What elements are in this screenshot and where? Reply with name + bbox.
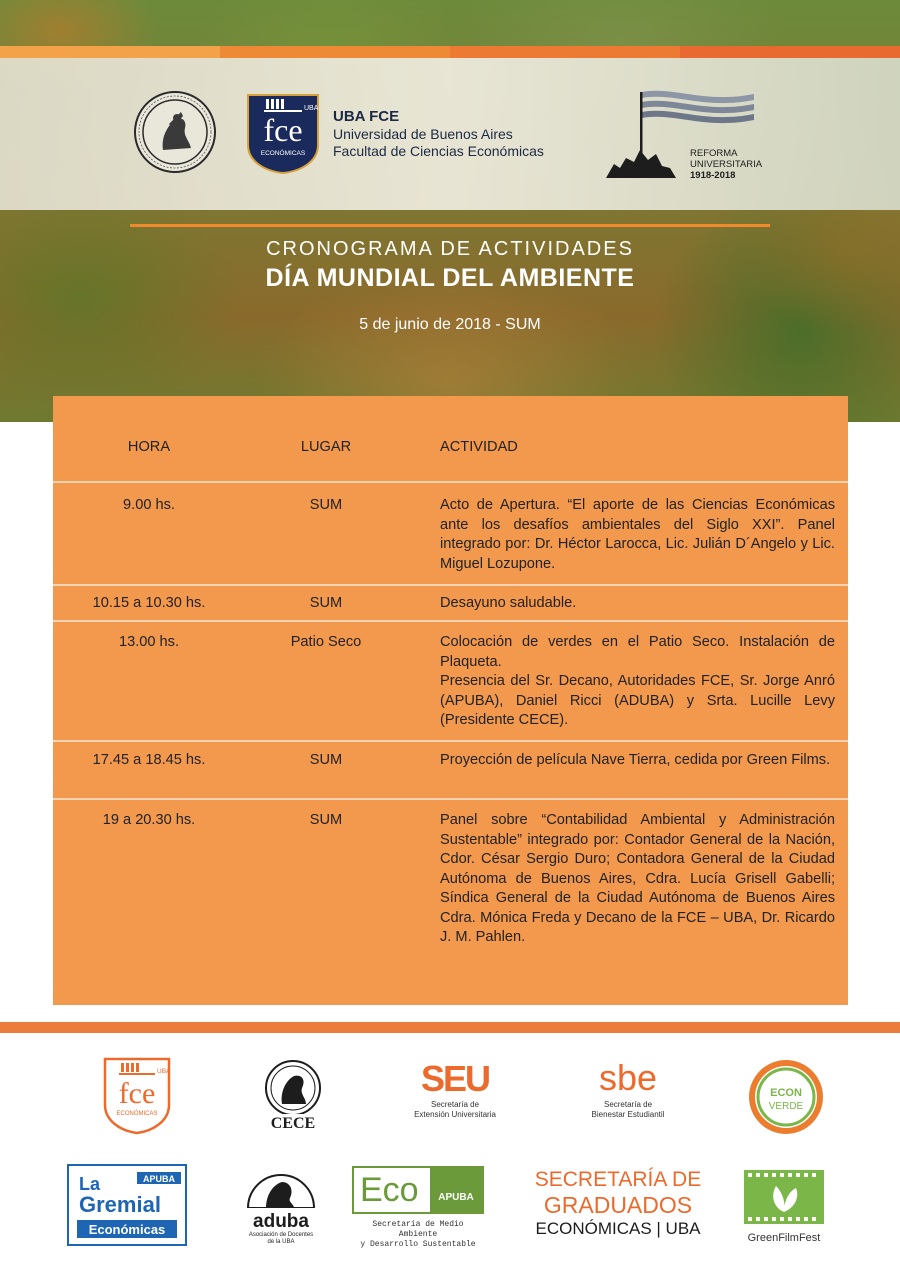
sbe-line1: Secretaría de [603, 1100, 653, 1109]
row-lugar: SUM [309, 497, 343, 513]
greenfilmfest-logo [738, 1168, 830, 1248]
row-divider [53, 620, 848, 622]
title-dia-mundial: DÍA MUNDIAL DEL AMBIENTE [265, 264, 635, 292]
graduados-line1: SECRETARÍA DE [534, 1168, 702, 1191]
graduados-line3: ECONÓMICAS | UBA [535, 1219, 701, 1238]
eco-tag: APUBA [438, 1192, 474, 1203]
row-divider [53, 798, 848, 800]
aduba-logo [240, 1164, 322, 1248]
cece-label: CECE [270, 1115, 316, 1132]
institution-line2: Facultad de Ciencias Económicas [333, 143, 544, 159]
seu-mark: SEU [420, 1058, 490, 1099]
header-hora: HORA [127, 439, 171, 455]
svg-text:ECONÓMICAS: ECONÓMICAS [260, 150, 306, 157]
svg-text:UBA: UBA [304, 105, 319, 112]
aduba-seal-icon [240, 1164, 322, 1208]
fce-sponsor-logo [103, 1057, 171, 1135]
seu-logo [410, 1058, 500, 1140]
la-gremial-logo [67, 1164, 187, 1246]
gremial-line3: Económicas [88, 1222, 166, 1237]
institution-short: UBA FCE [333, 108, 400, 125]
row-hora: 9.00 hs. [123, 497, 175, 513]
top-color-band [0, 46, 900, 58]
row-actividad: Proyección de película Nave Tierra, cedida por Green Films. [440, 752, 831, 768]
fce-shield-logo [246, 93, 320, 175]
fce-sponsor-main: fce [118, 1077, 156, 1110]
event-date: 5 de junio de 2018 - SUM [359, 316, 541, 333]
institution-text [333, 107, 544, 160]
row-hora: 17.45 a 18.45 hs. [92, 752, 206, 768]
row-actividad-line2: Presencia del Sr. Decano, Autoridades FCE, Sr. Jorge Anró (APUBA), Daniel Ricci (ADUBA) y Srta. Lucille Levy (Presidente CECE). [440, 673, 835, 728]
reforma-text [690, 148, 762, 181]
row-actividad: Desayuno saludable. [440, 595, 577, 611]
schedule-table [53, 396, 848, 1005]
eco-mark: Eco [360, 1171, 419, 1209]
row-lugar: SUM [309, 752, 343, 768]
row-divider [53, 481, 848, 483]
sbe-line2: Bienestar Estudiantil [591, 1110, 665, 1119]
sbe-logo [580, 1056, 676, 1140]
svg-text:fce: fce [263, 112, 303, 148]
uba-seal-logo [133, 90, 217, 174]
row-actividad [440, 633, 835, 731]
row-divider [53, 584, 848, 586]
row-actividad-line1: Colocación de verdes en el Patio Seco. Instalación de Plaqueta. [440, 634, 835, 670]
title-cronograma: CRONOGRAMA DE ACTIVIDADES [266, 238, 634, 260]
row-lugar: SUM [309, 595, 343, 611]
reforma-line1: REFORMA [690, 148, 738, 159]
row-lugar: Patio Seco [290, 634, 362, 650]
eco-line2: y Desarrollo Sustentable [360, 1240, 476, 1249]
sbe-mark: sbe [598, 1057, 658, 1098]
fce-sponsor-top: UBA [157, 1068, 171, 1075]
bottom-color-band [0, 1022, 900, 1033]
graduados-logo [528, 1168, 708, 1242]
aduba-line2: de la UBA [267, 1239, 295, 1245]
seu-line1: Secretaría de [430, 1100, 480, 1109]
row-hora: 19 a 20.30 hs. [102, 812, 196, 828]
row-lugar: SUM [309, 812, 343, 828]
econverde-logo [747, 1058, 825, 1136]
reforma-line2: UNIVERSITARIA [690, 159, 763, 170]
header-lugar: LUGAR [300, 439, 352, 455]
econverde-line2: VERDE [768, 1101, 804, 1112]
hero-banner [0, 0, 900, 422]
eco-apuba-logo [352, 1166, 484, 1249]
graduados-line2: GRADUADOS [543, 1192, 693, 1218]
title-divider [130, 224, 770, 227]
greenfilm-label: GreenFilmFest [747, 1232, 821, 1244]
header-actividad: ACTIVIDAD [440, 439, 518, 455]
gremial-tag: APUBA [142, 1174, 176, 1184]
aduba-line1: Asociación de Docentes [248, 1232, 314, 1238]
row-hora: 10.15 a 10.30 hs. [92, 595, 206, 611]
row-divider [53, 740, 848, 742]
institution-line1: Universidad de Buenos Aires [333, 126, 513, 142]
reforma-line3: 1918-2018 [690, 170, 736, 181]
cece-logo [258, 1058, 328, 1136]
row-actividad: Acto de Apertura. “El aporte de las Ciencias Económicas ante los desafíos ambientales del Siglo XXI”. Panel integrado por: Dr. Héctor Larocca, Lic. Julián D´Angelo y Lic. Miguel Lozupone. [440, 497, 835, 572]
gremial-line2: Gremial [79, 1192, 161, 1217]
film-leaf-icon [738, 1168, 830, 1226]
row-hora: 13.00 hs. [118, 634, 180, 650]
fce-sponsor-sub: ECONÓMICAS [116, 1111, 158, 1117]
aduba-label: aduba [253, 1211, 309, 1232]
row-actividad: Panel sobre “Contabilidad Ambiental y Administración Sustentable” integrado por: Contador General de la Nación, Cdor. César Sergio Duro; Contadora General de la Ciudad Autónoma de Buenos Aires, Cdra. Lucía Grisell Gabelli; Síndica General de la Ciudad Autónoma de Buenos Aires Cdra. Mónica Freda y Decano de la FCE – UBA, Dr. Ricardo J. M. Pahlen. [440, 812, 835, 945]
gremial-line1: La [79, 1174, 101, 1194]
eco-line1: Secretaría de Medio Ambiente [372, 1220, 464, 1239]
econverde-line1: ECON [770, 1087, 802, 1099]
seu-line2: Extensión Universitaria [414, 1110, 496, 1119]
